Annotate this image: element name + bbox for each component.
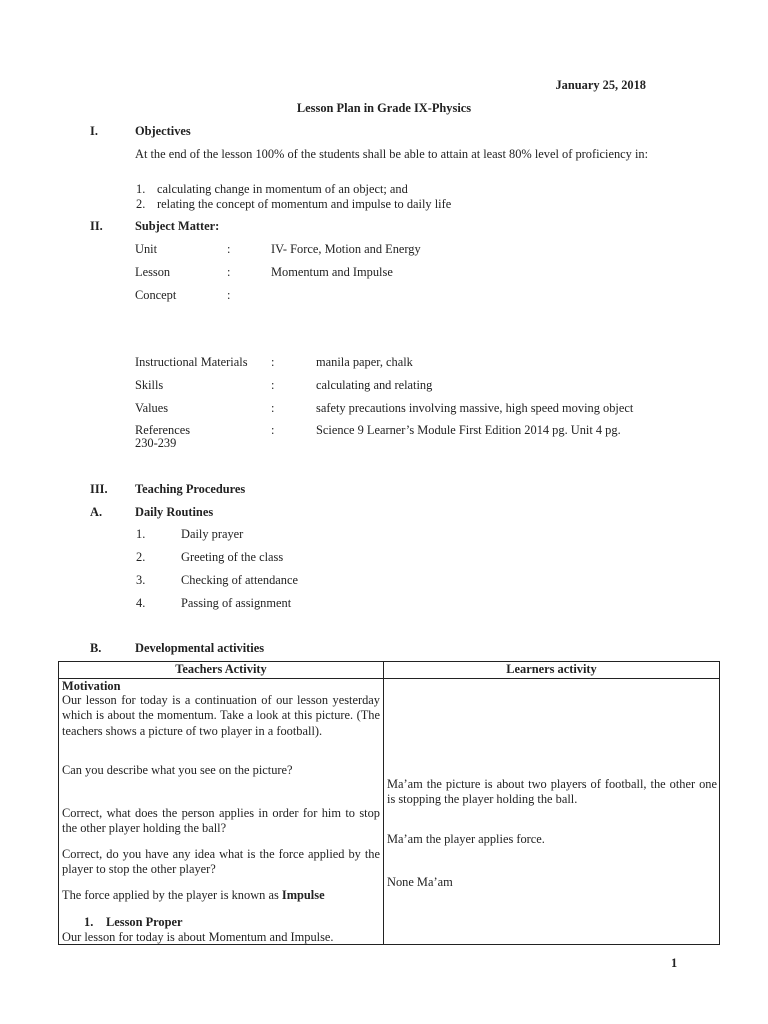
material-value-instructional: manila paper, chalk (316, 355, 413, 369)
subject-colon: : (227, 288, 231, 302)
subsection-heading-developmental: Developmental activities (135, 641, 265, 655)
learner-response: Ma’am the player applies force. (387, 831, 545, 846)
material-value-references-continuation: 230-239 (135, 436, 177, 450)
learners-activity-cell (384, 678, 720, 944)
section-number-procedures: III. (90, 482, 108, 496)
motivation-label: Motivation (62, 678, 121, 693)
column-header-teachers-activity: Teachers Activity (59, 662, 384, 679)
objective-item-text: relating the concept of momentum and impulse to daily life (157, 197, 452, 211)
teacher-question: Correct, do you have any idea what is the force applied by the player to stop the other player? (62, 846, 380, 876)
impulse-term: Impulse (281, 887, 325, 902)
material-label-values: Values (135, 401, 169, 415)
section-heading-procedures: Teaching Procedures (135, 482, 246, 496)
material-value-values: safety precautions involving massive, high speed moving object (316, 401, 634, 415)
routine-item-text: Passing of assignment (181, 596, 292, 610)
table-row (59, 678, 720, 944)
material-label-instructional: Instructional Materials (135, 355, 248, 369)
section-number-objectives: I. (90, 124, 98, 138)
teacher-statement (62, 888, 380, 904)
routine-item-number: 2. (136, 550, 146, 564)
section-heading-subject-matter: Subject Matter: (135, 219, 220, 233)
teacher-question: Correct, what does the person applies in order for him to stop the other player holding the ball? (62, 805, 380, 835)
subject-label-concept: Concept (135, 288, 177, 302)
material-label-skills: Skills (135, 378, 164, 392)
document-date: January 25, 2018 (555, 78, 646, 92)
teacher-paragraph: Our lesson for today is a continuation of our lesson yesterday which is about the momentum. Take a look at this picture. (The teachers shows a picture of two player in a football). (62, 692, 380, 738)
teacher-paragraph: Our lesson for today is about Momentum and Impulse. (62, 929, 334, 944)
routine-item-text: Checking of attendance (181, 573, 298, 587)
subject-colon: : (227, 265, 231, 279)
activities-table (58, 661, 720, 945)
subject-colon: : (227, 242, 231, 256)
lesson-proper-label: Lesson Proper (106, 914, 183, 929)
document-title: Lesson Plan in Grade IX-Physics (296, 101, 472, 115)
column-header-learners-activity: Learners activity (384, 662, 720, 679)
teachers-activity-cell (59, 678, 384, 944)
routine-item-text: Daily prayer (181, 527, 244, 541)
objective-item-text: calculating change in momentum of an object; and (157, 182, 408, 196)
subsection-number-developmental: B. (90, 641, 102, 655)
subsection-heading-routines: Daily Routines (135, 505, 214, 519)
routine-item-number: 3. (136, 573, 146, 587)
material-value-references: Science 9 Learner’s Module First Edition 2014 pg. Unit 4 pg. (316, 423, 621, 437)
section-heading-objectives: Objectives (135, 124, 191, 138)
objective-item-number: 1. (136, 182, 146, 196)
table-header-row (59, 662, 720, 679)
material-value-skills: calculating and relating (316, 378, 433, 392)
routine-item-text: Greeting of the class (181, 550, 284, 564)
lesson-proper-number: 1. (84, 914, 94, 929)
learner-response: None Ma’am (387, 874, 453, 889)
material-colon: : (271, 423, 275, 437)
material-colon: : (271, 355, 275, 369)
routine-item-number: 1. (136, 527, 146, 541)
subject-label-lesson: Lesson (135, 265, 171, 279)
objective-item-number: 2. (136, 197, 146, 211)
material-label-references: References (135, 423, 191, 437)
material-colon: : (271, 378, 275, 392)
objectives-intro: At the end of the lesson 100% of the students shall be able to attain at least 80% level of proficiency in: (135, 147, 649, 161)
subsection-number-routines: A. (90, 505, 103, 519)
material-colon: : (271, 401, 275, 415)
subject-value-lesson: Momentum and Impulse (271, 265, 393, 279)
section-number-subject-matter: II. (90, 219, 103, 233)
learner-response: Ma’am the picture is about two players of football, the other one is stopping the player holding the ball. (387, 776, 717, 806)
routine-item-number: 4. (136, 596, 146, 610)
subject-label-unit: Unit (135, 242, 158, 256)
teacher-question: Can you describe what you see on the picture? (62, 762, 293, 777)
subject-value-unit: IV- Force, Motion and Energy (271, 242, 421, 256)
page-number: 1 (671, 956, 678, 970)
teacher-statement-text: The force applied by the player is known as (62, 887, 282, 902)
